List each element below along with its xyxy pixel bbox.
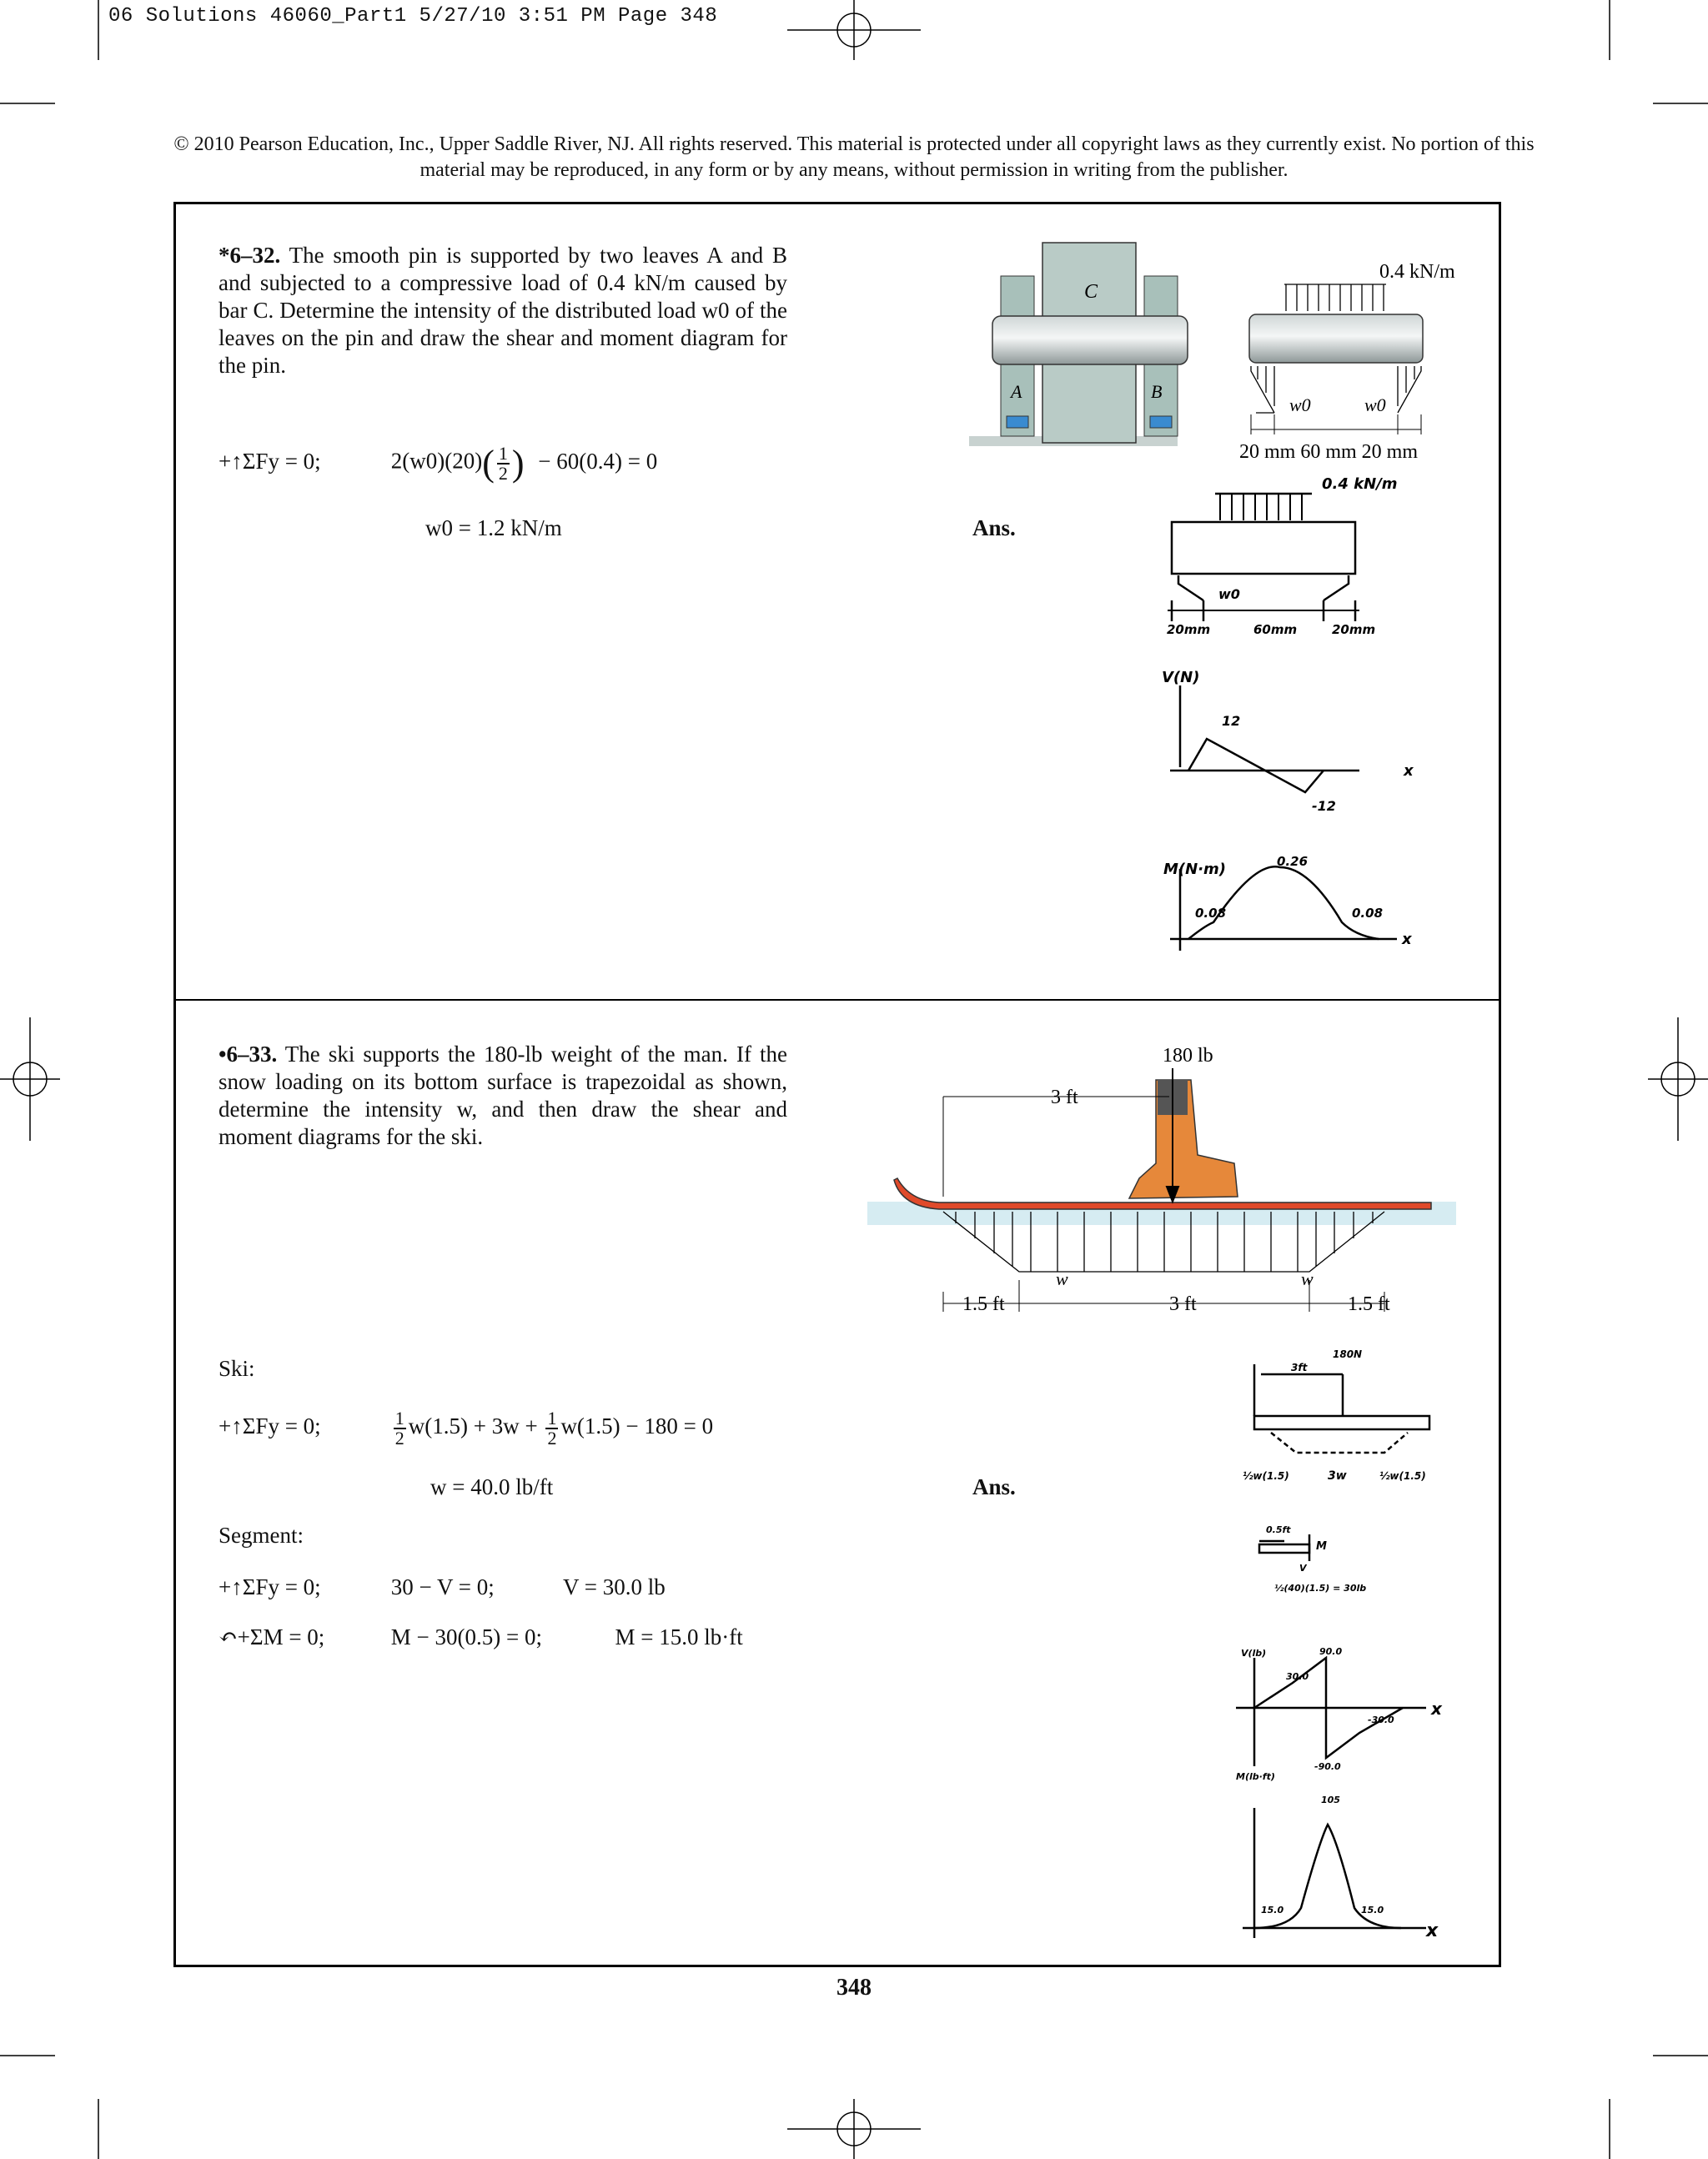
fraction: $\frac{1}{2}$ <box>547 1408 557 1449</box>
eq-term: w(1.5) − 180 = 0 <box>560 1413 714 1439</box>
sketch-w0: w0 <box>1218 586 1240 602</box>
leaf-load-left <box>1251 366 1274 413</box>
dims-label: 20 mm 60 mm 20 mm <box>1239 441 1419 463</box>
ski-sketch-load: 180N <box>1333 1348 1363 1360</box>
ski-shear-30: 30.0 <box>1286 1671 1309 1682</box>
moment-left-label: 0.08 <box>1195 906 1227 921</box>
ski-shear-max: 90.0 <box>1319 1646 1343 1657</box>
w-right-label: w <box>1301 1268 1314 1289</box>
problem-632-equation-1: +↑ΣFy = 0; 2(w0)(20)( $\frac{1}{2}$ ) − 60(0.4) = 0 <box>219 442 658 484</box>
ski-shear-neg30: -30.0 <box>1368 1715 1394 1725</box>
ski-sketch-w1: ½w(1.5) <box>1243 1470 1289 1482</box>
moment-mid-label: 0.26 <box>1277 854 1309 869</box>
pin-figure <box>959 238 1468 475</box>
problem-632-text: The smooth pin is supported by two leaves A and B and subjected to a compressive load of 0.4 kN/m caused by bar C. Determine the intensity of the distributed load w0 of the leaves on the pin and draw the shear and moment diagram for the pin. <box>219 243 787 378</box>
sketch-pin <box>1172 522 1355 574</box>
eq-term: 30 − V = 0; <box>390 1574 495 1599</box>
ski-figure <box>864 1038 1456 1322</box>
ski-sketch-w2: 3w <box>1328 1469 1347 1483</box>
problem-633-text: The ski supports the 180-lb weight of the man. If the snow loading on its bottom surface is trapezoidal as shown, determine the intensity w, and then draw the shear and moment diagrams for the ski. <box>219 1042 787 1149</box>
problem-633-result: w = 40.0 lb/ft <box>430 1474 554 1499</box>
problem-633-statement <box>219 1041 787 1151</box>
eq-term: 2(w0)(20) <box>390 448 483 474</box>
distributed-load-arrows <box>1284 284 1386 311</box>
ski-moment-right: 15.0 <box>1361 1905 1384 1915</box>
ski-label: Ski: <box>219 1356 255 1381</box>
leaf-load-right <box>1398 366 1421 413</box>
pin <box>992 316 1188 364</box>
w-left-label: w <box>1056 1268 1068 1289</box>
eq-term: M − 30(0.5) = 0; <box>390 1624 542 1649</box>
dimension-lines <box>1251 414 1421 434</box>
label-a: A <box>1011 381 1022 402</box>
load-label: 0.4 kN/m <box>1379 261 1455 283</box>
problem-632-ans: Ans. <box>972 515 1016 540</box>
fraction: $\frac{1}{2}$ <box>394 1408 404 1449</box>
label-c: C <box>1084 281 1098 303</box>
leaf-a-top <box>1001 276 1034 316</box>
pin-solution-sketch <box>1155 475 1447 959</box>
support-b <box>1150 416 1172 428</box>
label-b: B <box>1151 381 1163 402</box>
ski-seg-len: 0.5ft <box>1266 1524 1291 1535</box>
problem-633-equation-1 <box>219 1409 713 1448</box>
ski-sketch-dim: 3ft <box>1291 1362 1308 1373</box>
dim-mid-label: 3 ft <box>1169 1293 1197 1315</box>
ski-seg-load: ½(40)(1.5) = 30lb <box>1274 1583 1367 1594</box>
slug-line: 06 Solutions 46060_Part1 5/27/10 3:51 PM Page 348 <box>108 5 718 28</box>
ski-shear-x: x <box>1431 1699 1442 1719</box>
eq-term: − 60(0.4) = 0 <box>538 448 658 474</box>
ski-moment-x: x <box>1426 1921 1439 1941</box>
problem-632-statement <box>219 242 787 379</box>
shear-min-label: -12 <box>1312 798 1336 814</box>
problem-633-number: •6–33. <box>219 1042 278 1067</box>
page-number: 348 <box>836 1975 872 2001</box>
ski-solution-sketch <box>1218 1341 1468 1950</box>
fraction: $\frac{1}{2}$ <box>498 442 508 484</box>
shear-x-label: x <box>1404 762 1414 780</box>
top-dimension <box>943 1097 1169 1197</box>
problem-632-result: w0 = 1.2 kN/m <box>425 515 562 540</box>
top-dim-label: 3 ft <box>1051 1087 1078 1108</box>
dim-left-label: 1.5 ft <box>962 1293 1005 1315</box>
sketch-dim-mid: 60mm <box>1253 622 1298 637</box>
copyright-notice: © 2010 Pearson Education, Inc., Upper Saddle River, NJ. All rights reserved. This material is protected under all copyright laws as they currently exist. No portion of this material may be reproduced, in any form or by any means, without permission in writing from the publisher. <box>173 133 1535 181</box>
problem-633-equation-3 <box>219 1624 743 1650</box>
problem-633-equation-2 <box>219 1574 666 1600</box>
ski-moment-max: 105 <box>1321 1795 1340 1805</box>
shear-axis-label: V(N) <box>1162 669 1200 686</box>
ski-moment-axis: M(lb·ft) <box>1236 1771 1275 1782</box>
eq-term: M = 15.0 lb·ft <box>615 1624 743 1649</box>
sketch-load: 0.4 kN/m <box>1322 475 1398 493</box>
ski-shear-axis: V(lb) <box>1241 1648 1267 1659</box>
eq-term: w(1.5) + 3w + <box>408 1413 538 1439</box>
eq-label: +↑ΣFy = 0; <box>219 448 321 474</box>
problem-632-number: *6–32. <box>219 243 281 268</box>
eq-label: +↑ΣFy = 0; <box>219 1574 321 1599</box>
eq-label: ↶+ΣM = 0; <box>219 1624 325 1649</box>
sketch-dim-right: 20mm <box>1332 622 1376 637</box>
segment-label: Segment: <box>219 1523 304 1548</box>
eq-label: +↑ΣFy = 0; <box>219 1413 321 1439</box>
ski-sketch-w3: ½w(1.5) <box>1379 1470 1426 1482</box>
shear-curve <box>1188 739 1324 792</box>
ski-seg-m: M <box>1316 1540 1327 1553</box>
sketch-ski <box>1254 1416 1429 1429</box>
problem-633-ans: Ans. <box>972 1474 1016 1499</box>
moment-axis-label: M(N·m) <box>1163 861 1227 878</box>
pin-fbd <box>1249 314 1423 363</box>
dim-right-label: 1.5 ft <box>1348 1293 1390 1315</box>
leaf-b-top <box>1144 276 1178 316</box>
bottom-dimensions <box>943 1280 1384 1312</box>
w0-right-label: w0 <box>1364 394 1386 415</box>
support-a <box>1007 416 1028 428</box>
eq-term: V = 30.0 lb <box>563 1574 666 1599</box>
ski-shear-min: -90.0 <box>1314 1761 1341 1772</box>
sketch-dim-left: 20mm <box>1167 622 1211 637</box>
ski-seg-v: V <box>1299 1563 1307 1574</box>
moment-right-label: 0.08 <box>1352 906 1384 921</box>
shear-max-label: 12 <box>1222 713 1241 729</box>
weight-label: 180 lb <box>1163 1045 1213 1067</box>
moment-x-label: x <box>1402 931 1412 948</box>
w0-left-label: w0 <box>1289 394 1311 415</box>
section-divider <box>173 999 1501 1001</box>
ski-moment-left: 15.0 <box>1261 1905 1284 1915</box>
